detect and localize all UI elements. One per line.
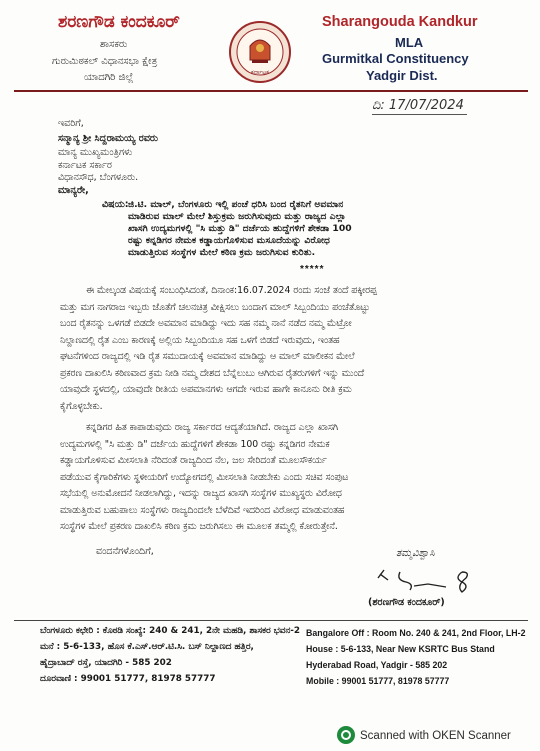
recipient-line: ವಿಧಾನಸೌಧ, ಬೆಂಗಳೂರು. <box>58 172 139 183</box>
footer-left-line: ದೂರವಾಣಿ : 99001 51777, 81978 57777 <box>40 674 216 684</box>
subject-line: ಖಾಸಗಿ ಉದ್ಯಮಗಳಲ್ಲಿ "ಸಿ ಮತ್ತು ಡಿ" ದರ್ಜೆಯ ಹುದ್ದೆಗಳಿಗೆ ಶೇಕಡಾ 100 <box>128 223 352 234</box>
footer-left-line: ಮನೆ : 5-6-133, ಹೊಸ ಕೆ.ಎಸ್.ಆರ್.ಟಿ.ಸಿ. ಬಸ್ ನಿಲ್ದಾಣದ ಹತ್ತಿರ, <box>40 642 254 652</box>
body-paragraph-2 <box>60 420 480 536</box>
scanner-logo-icon <box>337 726 355 744</box>
letterhead-title-kannada: ಶಾಸಕರು <box>100 39 128 50</box>
recipient-to: ಇವರಿಗೆ, <box>58 118 84 129</box>
yours-faithfully: ತಮ್ಮವಿಶ್ವಾಸಿ <box>396 548 435 559</box>
paragraph-line: ಕನ್ನಡಿಗರ ಹಿತ ಕಾಪಾಡುವುದು ರಾಜ್ಯ ಸರ್ಕಾರದ ಆದ್ಯತೆಯಾಗಿದೆ. ರಾಜ್ಯದ ಎಲ್ಲಾ ಖಾಸಗಿ <box>86 422 338 433</box>
paragraph-line: ಮಾಡುತ್ತಿರುವ ಬಹುಪಾಲು ಸಂಸ್ಥೆಗಳು ರಾಜ್ಯದಿಂದಲೇ ಬೆಳೆದಿವೆ ಇದರಿಂದ ವಿರೋಧ ಮಾಡುವಂತಹ <box>60 504 345 516</box>
closing: ವಂದನೆಗಳೊಂದಿಗೆ, <box>96 546 154 557</box>
scanner-watermark: Scanned with OKEN Scanner <box>360 730 511 742</box>
paragraph-line: ಸಂಸ್ಥೆಗಳ ಮೇಲೆ ಪ್ರಕರಣ ದಾಖಲಿಸಿ ಕಠಿಣ ಕ್ರಮ ಜರುಗಿಸಲು ಈ ಮೂಲಕ ತಮ್ಮಲ್ಲಿ ಕೋರುತ್ತೇನೆ. <box>60 521 338 532</box>
recipient-line: ಕರ್ನಾಟಕ ಸರ್ಕಾರ <box>58 160 112 171</box>
letter-date: ದಿ: 17/07/2024 <box>372 98 464 113</box>
body-paragraph-1 <box>60 283 480 415</box>
paragraph-line: ಈ ಮೇಲ್ಕಂಡ ವಿಷಯಕ್ಕೆ ಸಂಬಂಧಿಸಿದಂತೆ, ದಿನಾಂಕ:16.07.2024 ರಂದು ಸಂಜೆ ತಂದೆ ಪಕ್ಕೀರಪ್ಪ <box>86 285 377 296</box>
footer-right-line: Hyderabad Road, Yadgir - 585 202 <box>306 660 448 670</box>
footer-left-line: ಹೈದ್ರಾಬಾದ್ ರಸ್ತೆ, ಯಾದಗಿರಿ - 585 202 <box>40 658 172 668</box>
paragraph-line: ಘಟನೆಗಳಿಂದ ರಾಜ್ಯದಲ್ಲಿ ಇಡಿ ರೈತ ಸಮುದಾಯಕ್ಕೆ ಅವಮಾನ ಮಾಡಿದ್ದು ಆ ಮಾಲ್ ಮಾಲೀಕನ ಮೇಲೆ <box>60 351 355 362</box>
paragraph-line: ಪಡೆಯುವ ಕೈಗಾರಿಕೆಗಳು ಸ್ಥಳೀಯರಿಗೆ ಉದ್ಯೋಗದಲ್ಲಿ ಮೀಸಲಾತಿ ನೀಡಬೇಕು ಎಂದು ಸಚಿವ ಸಂಪುಟ <box>60 471 349 483</box>
subject-label: ವಿಷಯ: <box>102 199 129 210</box>
letterhead-district-kannada: ಯಾದಗಿರಿ ಜಿಲ್ಲೆ <box>84 72 134 83</box>
paragraph-line: ಮತ್ತು ಮಗ ನಾಗರಾಜ ಇಬ್ಬರು ಜೊತೆಗೆ ಚಲನಚಿತ್ರ ವೀಕ್ಷಿಸಲು ಬಂದಾಗ ಮಾಲ್ ಸಿಬ್ಬಂದಿಯು ಪಂಚೆತೊಟ್ಟು <box>60 301 370 313</box>
subject-separator: ***** <box>300 264 325 275</box>
footer-left-line: ಬೆಂಗಳೂರು ಕಛೇರಿ : ಕೊಠಡಿ ಸಂಖ್ಯೆ: 240 & 241, 2ನೇ ಮಹಡಿ, ಶಾಸಕರ ಭವನ-2 <box>40 626 300 636</box>
subject-line: ರಷ್ಟು ಕನ್ನಡಿಗರ ನೇಮಕ ಕಡ್ಡಾಯಗೊಳಿಸುವ ಮಸೂದೆಯನ್ನು ವಿರೋಧ <box>128 235 330 246</box>
paragraph-line: ಪ್ರಕರಣ ದಾಖಲಿಸಿ ಕಠಿಣವಾದ ಕ್ರಮ ನೀಡಿ ನಮ್ಮ ದೇಶದ ಬೆನ್ನೆಲುಬು ಆಗಿರುವ ರೈತರುಗಳಿಗೆ ಇನ್ನು ಮುಂದೆ <box>60 367 365 379</box>
emblem-caption: ಕರ್ನಾಟಕ <box>251 69 269 76</box>
state-emblem-icon <box>228 20 292 84</box>
footer-divider <box>14 620 528 621</box>
footer-right-line: Mobile : 99001 51777, 81978 57777 <box>306 676 450 686</box>
footer-right-line: Bangalore Off : Room No. 240 & 241, 2nd Floor, LH-2 <box>306 628 526 638</box>
recipient-line: ಮಾನ್ಯ ಮುಖ್ಯಮಂತ್ರಿಗಳು <box>58 147 133 158</box>
letterhead-constituency-kannada: ಗುರುಮಿಠಕಲ್ ವಿಧಾನಸಭಾ ಕ್ಷೇತ್ರ <box>52 56 158 67</box>
paragraph-line: ನಿಲ್ದಾಣದಲ್ಲಿ ರೈತ ಎಂಬ ಕಾರಣಕ್ಕೆ ಅಲ್ಲಿಯ ಸಿಬ್ಬಂದಿಯೂ ಸಹ ಒಳಗೆ ಬಿಡದೆ ಇರುವುದು, ಇಂತಹ <box>60 334 340 346</box>
signatory-name: (ಶರಣಗೌಡ ಕಂದಕೂರ್) <box>368 597 445 608</box>
letterhead-constituency-english: Gurmitkal Constituency <box>322 51 469 66</box>
letterhead-name-english: Sharangouda Kandkur <box>322 14 478 30</box>
salutation: ಮಾನ್ಯರೇ, <box>58 185 89 196</box>
paragraph-line: ಯಾವುದೇ ಸ್ಥಳದಲ್ಲಿ, ಯಾವುದೇ ರೀತಿಯ ಅಪಮಾನಗಳು ಆಗದೇ ಇರುವ ಹಾಗೇ ಕಾನೂನು ರೀತಿ ಕ್ರಮ <box>60 384 352 395</box>
recipient-line: ಸನ್ಮಾನ್ಯ ಶ್ರೀ ಸಿದ್ದರಾಮಯ್ಯ ರವರು <box>58 133 158 144</box>
subject-line: ಜಿ.ಟಿ. ಮಾಲ್, ಬೆಂಗಳೂರು ಇಲ್ಲಿ ಪಂಚೆ ಧರಿಸಿ ಬಂದ ರೈತನಿಗೆ ಅವಮಾನ <box>128 199 344 210</box>
paragraph-line: ಸಭೆಯಲ್ಲಿ ಅನುಮೋದನೆ ನೀಡಲಾಗಿದ್ದು, ಇದನ್ನು ರಾಜ್ಯದ ಖಾಸಗಿ ಸಂಸ್ಥೆಗಳ ಮುಖ್ಯಸ್ಥರು ವಿರೋಧ <box>60 488 342 499</box>
paragraph-line: ಉದ್ಯಮಗಳಲ್ಲಿ "ಸಿ ಮತ್ತು ಡಿ" ದರ್ಜೆಯ ಹುದ್ದೆಗಳಿಗೆ ಶೇಕಡಾ 100 ರಷ್ಟು ಕನ್ನಡಿಗರ ನೇಮಕ <box>60 438 330 450</box>
letterhead-title-english: MLA <box>395 35 424 50</box>
paragraph-line: ಬಂದ ರೈತನನ್ನು ಒಳಗಡೆ ಬಿಡದೇ ಅವಮಾನ ಮಾಡಿದ್ದು ಇದು ಸಹ ನಮ್ಮ ನಾನೆ ನಡೆದ ನಮ್ಮ ಮೆಟ್ರೋ <box>60 318 352 329</box>
subject-block <box>128 199 478 259</box>
date-underline <box>372 114 467 115</box>
subject-line: ಮಾಡುತ್ತಿರುವ ಸಂಸ್ಥೆಗಳ ಮೇಲೆ ಕಠಿಣ ಕ್ರಮ ಜರುಗಿಸುವ ಕುರಿತು. <box>128 247 316 258</box>
letterhead-name-kannada: ಶರಣಗೌಡ ಕಂದಕೂರ್ <box>58 12 180 32</box>
letterhead-district-english: Yadgir Dist. <box>366 68 438 83</box>
footer-right-line: House : 5-6-133, Near New KSRTC Bus Stand <box>306 644 495 654</box>
paragraph-line: ಕೈಗೊಳ್ಳಬೇಕು. <box>60 400 103 412</box>
paragraph-line: ಕಡ್ಡಾಯಗೊಳಿಸುವ ಮೀಸಲಾತಿ ನೆರಿದಂತೆ ರಾಜ್ಯದಿಂದ ನೆಲ, ಜಲ ಸೇರಿದಂತೆ ಮೂಲಸೌಕರ್ಯ <box>60 455 327 466</box>
signature-icon <box>370 560 490 600</box>
subject-line: ಮಾಡಿರುವ ಮಾಲ್ ಮೇಲೆ ಶಿಸ್ತುಕ್ರಮ ಜರುಗಿಸುವುದು ಮತ್ತು ರಾಜ್ಯದ ಎಲ್ಲಾ <box>128 211 346 222</box>
header-divider <box>14 90 528 92</box>
